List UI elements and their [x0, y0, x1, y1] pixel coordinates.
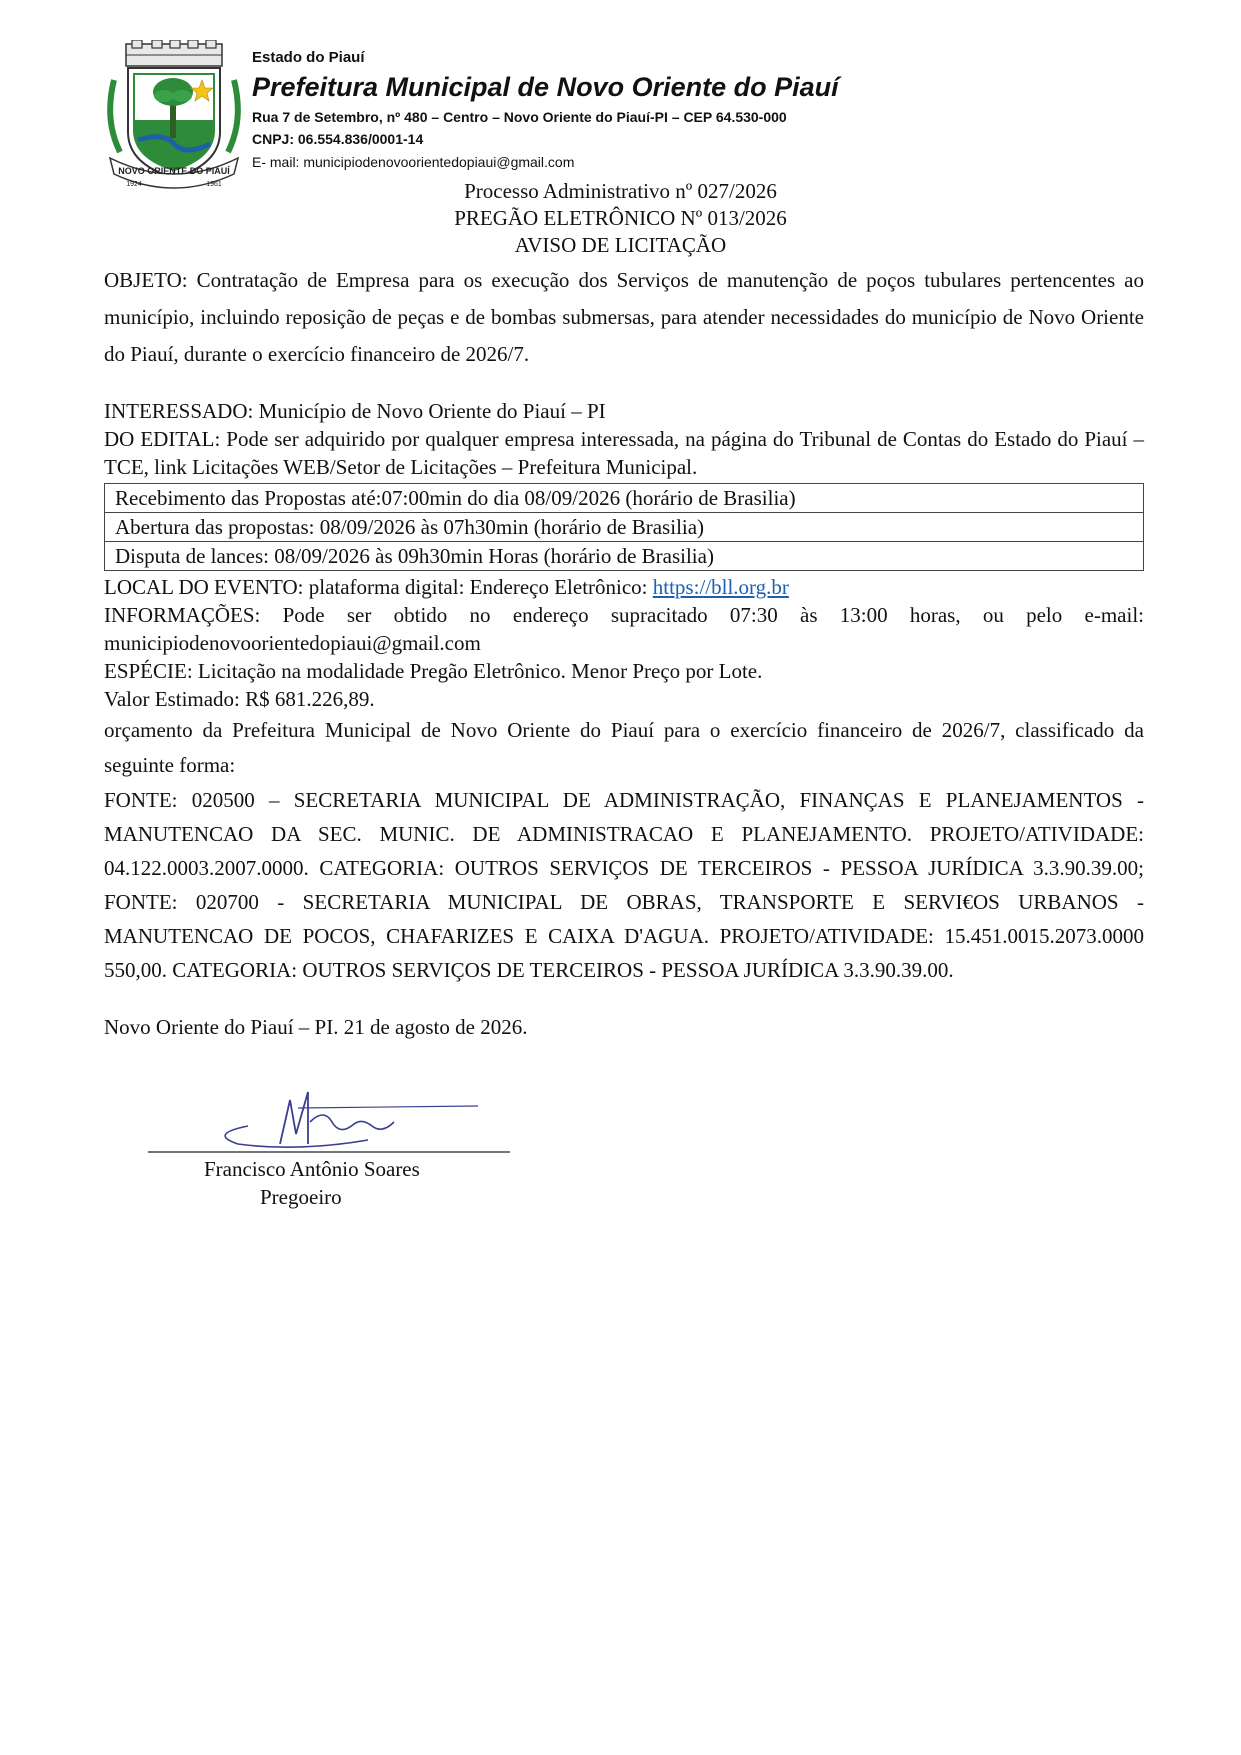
interessado-line: INTERESSADO: Município de Novo Oriente do Piauí – PI	[104, 399, 606, 423]
header-address: Rua 7 de Setembro, nº 480 – Centro – Novo Oriente do Piauí-PI – CEP 64.530-000	[252, 109, 787, 125]
edital-paragraph: DO EDITAL: Pode ser adquirido por qualquer empresa interessada, na página do Tribunal de Contas do Estado do Piauí – TCE, link Licitações WEB/Setor de Licitações – Prefeitura Municipal.	[104, 427, 1144, 479]
header-state: Estado do Piauí	[252, 49, 365, 66]
valor-line: Valor Estimado: R$ 681.226,89.	[104, 687, 375, 711]
handwritten-signature-icon	[148, 1082, 528, 1157]
fonte-paragraph: FONTE: 020500 – SECRETARIA MUNICIPAL DE ADMINISTRAÇÃO, FINANÇAS E PLANEJAMENTOS - MANUTENCAO DA SEC. MUNIC. DE ADMINISTRACAO E PLANEJAMENTO. PROJETO/ATIVIDADE: 04.122.0003.2007.0000. CATEGORIA: OUTROS SERVIÇOS DE TERCEIROS - PESSOA JURÍDICA 3.3.90.39.00; FONTE: 020700 - SECRETARIA MUNICIPAL DE OBRAS, TRANSPORTE E SERVI€OS URBANOS - MANUTENCAO DE POCOS, CHAFARIZES E CAIXA D'AGUA. PROJETO/ATIVIDADE: 15.451.0015.2073.0000 550,00. CATEGORIA: OUTROS SERVIÇOS DE TERCEIROS - PESSOA JURÍDICA 3.3.90.39.00.	[104, 788, 1144, 982]
date-cell-abertura: Abertura das propostas: 08/09/2026 às 07h30min (horário de Brasilia)	[105, 513, 1144, 542]
header-cnpj: CNPJ: 06.554.836/0001-14	[252, 131, 424, 147]
crest-ribbon-text: NOVO ORIENTE DO PIAUÍ	[118, 166, 230, 176]
header-prefeitura: Prefeitura Municipal de Novo Oriente do Piauí	[252, 72, 839, 102]
date-cell-disputa: Disputa de lances: 08/09/2026 às 09h30min Horas (horário de Brasilia)	[105, 542, 1144, 571]
table-row	[105, 484, 1144, 513]
document-titles	[0, 178, 1241, 259]
orcamento-paragraph: orçamento da Prefeitura Municipal de Novo Oriente do Piauí para o exercício financeiro de 2026/7, classificado da seguinte forma:	[104, 718, 1144, 777]
signature-block	[148, 1082, 528, 1209]
crest-year-left: 1924	[126, 181, 142, 188]
letterhead	[104, 40, 1144, 190]
signatory-role: Pregoeiro	[260, 1185, 342, 1209]
header-email: E- mail: municipiodenovoorientedopiaui@gmail.com	[252, 154, 575, 170]
aviso-title: AVISO DE LICITAÇÃO	[514, 233, 727, 257]
especie-line: ESPÉCIE: Licitação na modalidade Pregão Eletrônico. Menor Preço por Lote.	[104, 659, 763, 683]
informacoes-paragraph: INFORMAÇÕES: Pode ser obtido no endereço supracitado 07:30 às 13:00 horas, ou pelo e-mail: municipiodenovoorientedopiaui@gmail.com	[104, 603, 1144, 655]
processo-title: Processo Administrativo nº 027/2026	[464, 179, 777, 203]
pregao-title: PREGÃO ELETRÔNICO Nº 013/2026	[454, 206, 787, 230]
objeto-paragraph: OBJETO: Contratação de Empresa para os execução dos Serviços de manutenção de poços tubulares pertencentes ao município, incluindo reposição de peças e de bombas submersas, para atender necessidades do município de Novo Oriente do Piauí, durante o exercício financeiro de 2026/7.	[104, 268, 1144, 366]
date-cell-recebimento: Recebimento das Propostas até:07:00min do dia 08/09/2026 (horário de Brasilia)	[105, 484, 1144, 513]
local-label: LOCAL DO EVENTO: plataforma digital: Endereço Eletrônico:	[104, 575, 653, 599]
bll-link[interactable]: https://bll.org.br	[652, 575, 789, 599]
table-row	[105, 513, 1144, 542]
local-line	[104, 573, 1144, 601]
dates-table	[104, 483, 1144, 571]
table-row	[105, 542, 1144, 571]
document-body	[104, 262, 1144, 1041]
date-place-line: Novo Oriente do Piauí – PI. 21 de agosto de 2026.	[104, 1015, 528, 1039]
signatory-name: Francisco Antônio Soares	[204, 1157, 420, 1181]
municipal-coat-of-arms-icon	[104, 40, 244, 195]
crest-year-right: 1961	[206, 181, 222, 188]
